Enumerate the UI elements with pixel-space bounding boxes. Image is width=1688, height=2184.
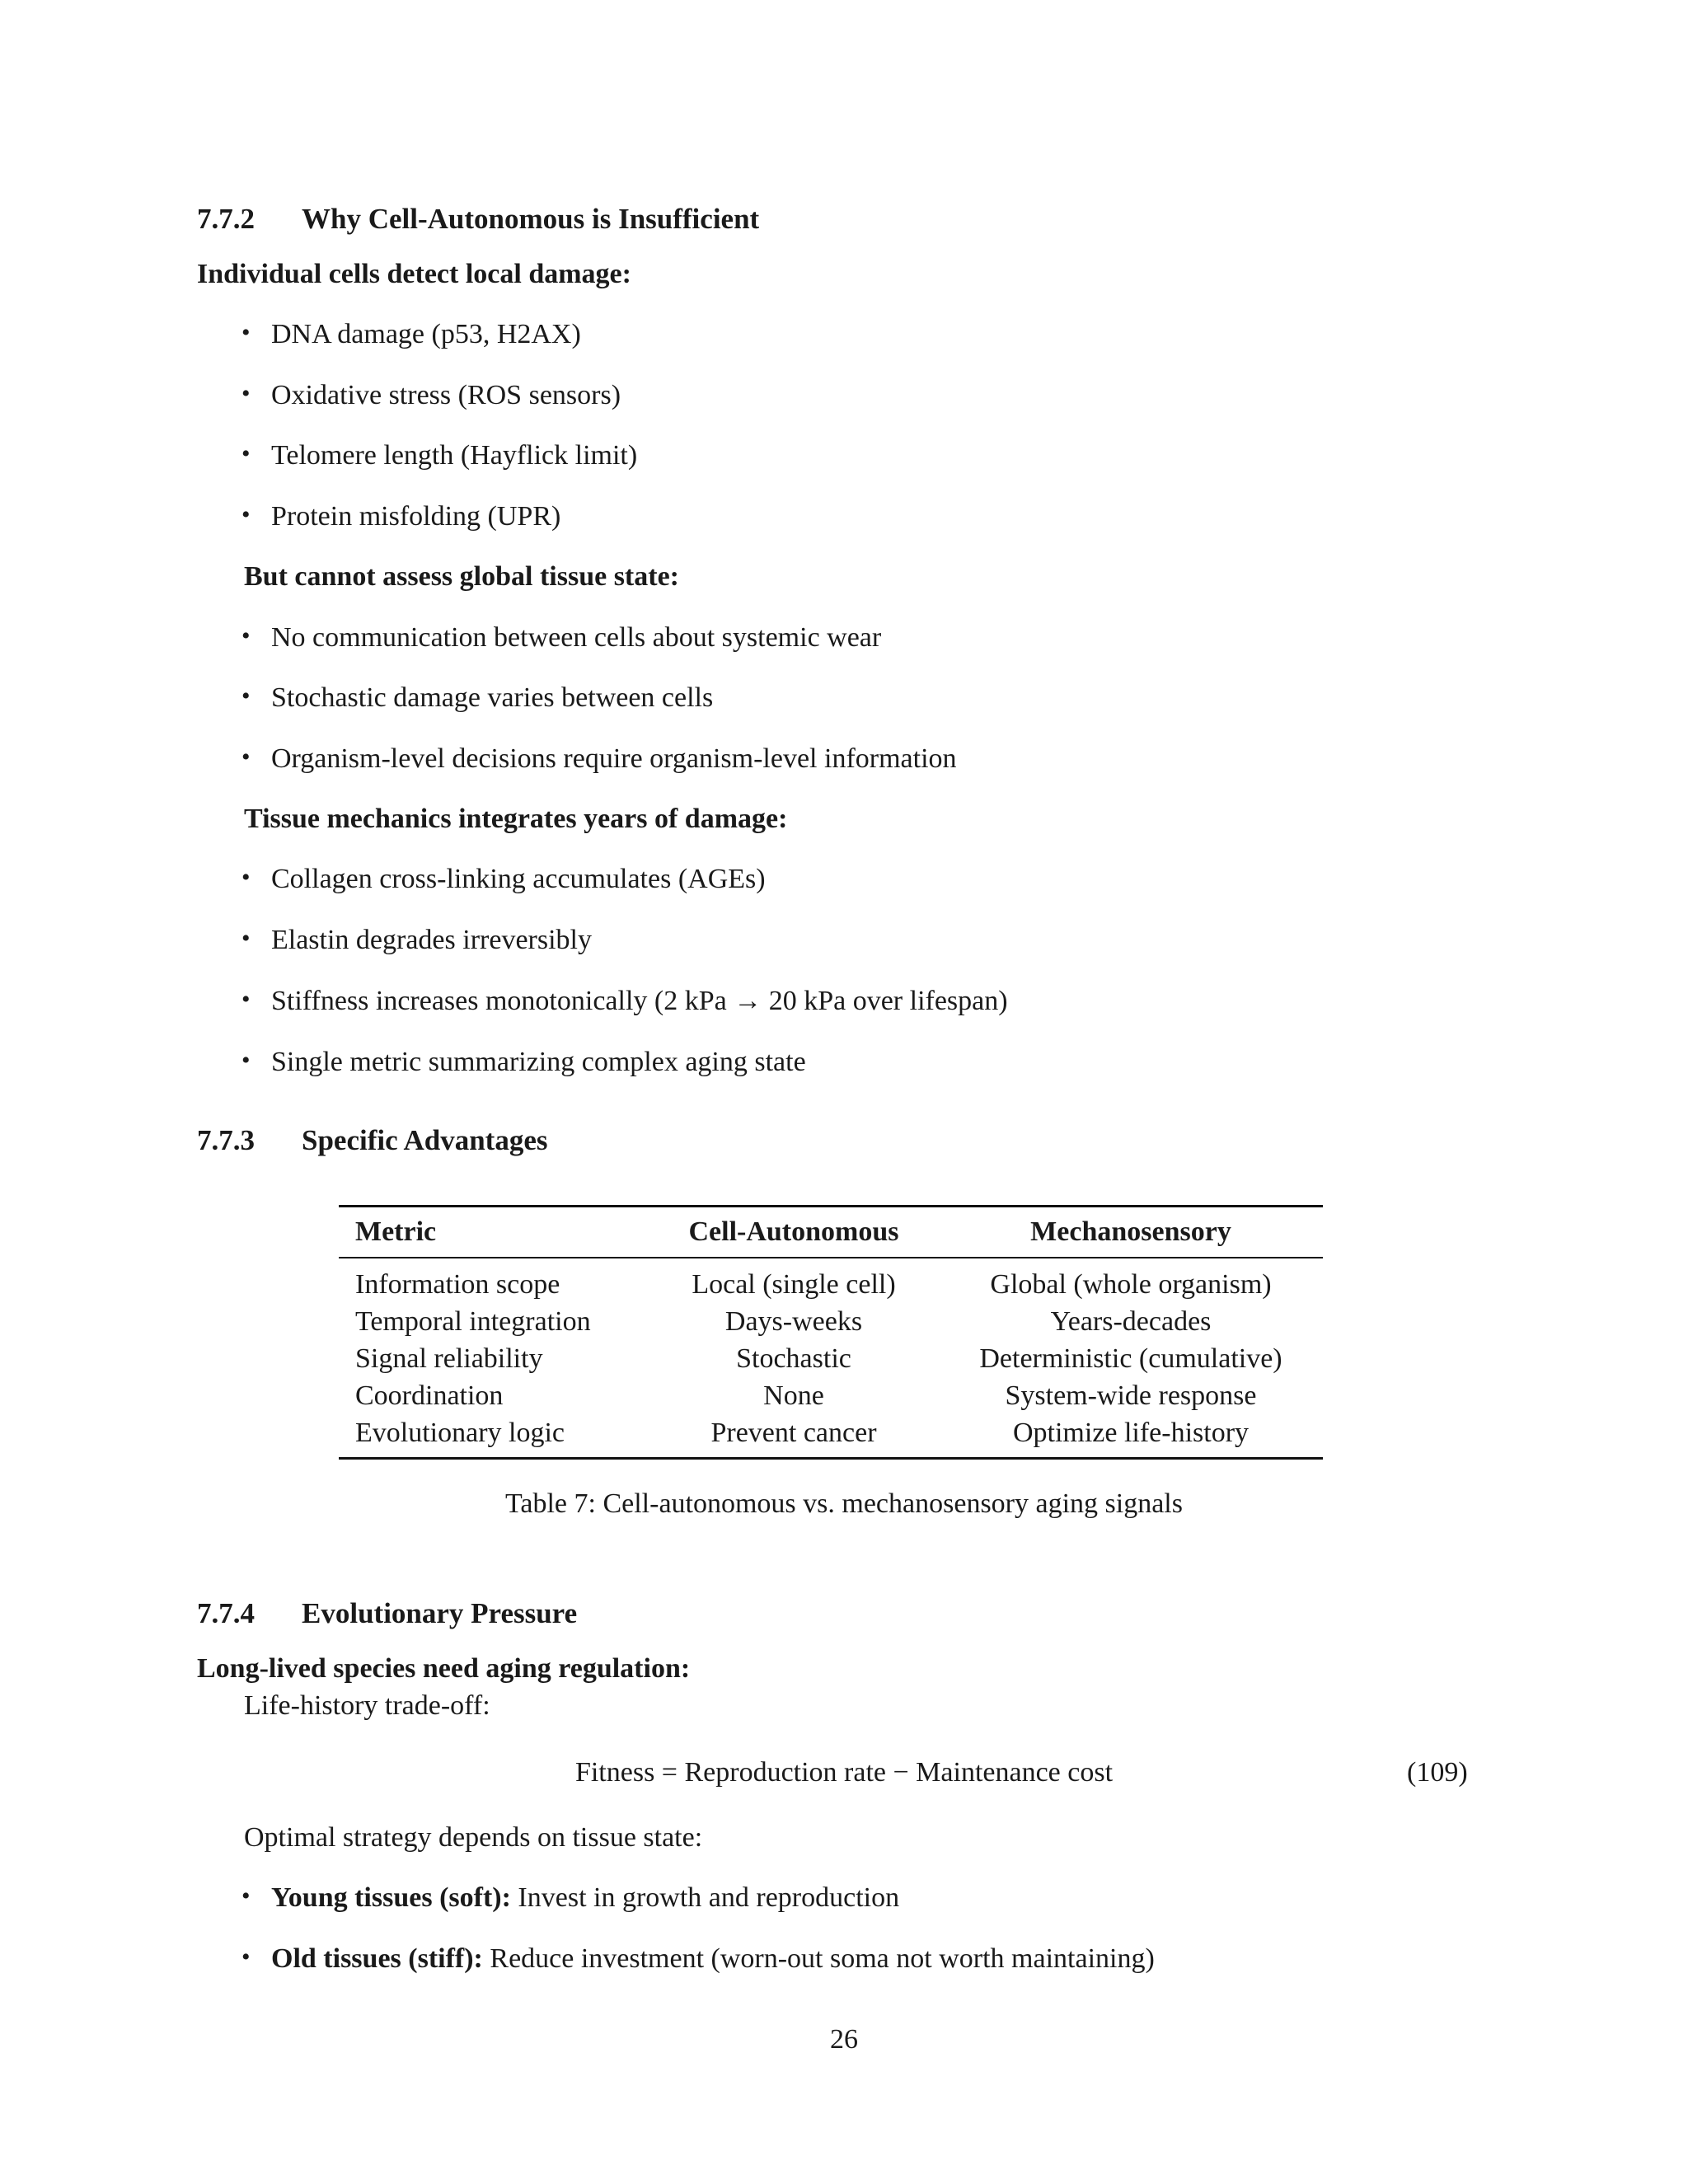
list-item-bold: Old tissues (stiff): xyxy=(271,1943,483,1974)
bullet-icon: • xyxy=(241,743,251,771)
table-cell: Days-weeks xyxy=(724,1306,863,1337)
section-heading-7-7-3 xyxy=(197,1126,547,1155)
table-cell: Evolutionary logic xyxy=(355,1418,565,1448)
list-item-text: Stochastic damage varies between cells xyxy=(271,682,714,713)
table-cell: Information scope xyxy=(355,1269,560,1300)
table-caption: Table 7: Cell-autonomous vs. mechanosensory aging signals xyxy=(505,1488,1183,1519)
bullet-icon: • xyxy=(241,986,251,1013)
bullet-icon: • xyxy=(241,682,251,710)
table-cell: Deterministic (cumulative) xyxy=(979,1343,1282,1374)
section-title: Evolutionary Pressure xyxy=(302,1597,578,1629)
list-item-text: Oxidative stress (ROS sensors) xyxy=(271,380,621,410)
list-item-text: No communication between cells about systemic wear xyxy=(271,622,882,653)
table-cell: System-wide response xyxy=(1005,1380,1257,1411)
paragraph-lead: Individual cells detect local damage: xyxy=(197,259,631,289)
table-cell: Stochastic xyxy=(736,1343,851,1374)
table-header-metric: Metric xyxy=(355,1216,437,1247)
list-item xyxy=(241,622,882,653)
list-item-text: Protein misfolding (UPR) xyxy=(271,501,561,532)
section-number: 7.7.2 xyxy=(197,203,255,235)
table-cell: Coordination xyxy=(355,1380,504,1411)
list-item xyxy=(241,1943,1155,1974)
subsection-lead: Tissue mechanics integrates years of damage: xyxy=(244,804,788,834)
table-cell: Signal reliability xyxy=(355,1343,543,1374)
bullet-icon: • xyxy=(241,501,251,528)
paragraph-text: Life-history trade-off: xyxy=(244,1690,490,1721)
section-heading-7-7-4 xyxy=(197,1599,577,1628)
list-item xyxy=(241,1047,806,1077)
table-mid-rule xyxy=(339,1257,1323,1258)
bullet-icon: • xyxy=(241,1047,251,1074)
table-cell: Global (whole organism) xyxy=(990,1269,1272,1300)
bullet-icon: • xyxy=(241,380,251,407)
table-bottom-rule xyxy=(339,1457,1323,1460)
table-cell: Optimize life-history xyxy=(1012,1418,1250,1448)
table-cell: Years-decades xyxy=(1050,1306,1212,1337)
list-item xyxy=(241,864,766,894)
table-header-mechanosensory: Mechanosensory xyxy=(1030,1216,1231,1247)
bullet-icon: • xyxy=(241,1943,251,1971)
list-item-text: Elastin degrades irreversibly xyxy=(271,925,592,955)
list-item-text: DNA damage (p53, H2AX) xyxy=(271,319,581,349)
equation-number: (109) xyxy=(1407,1757,1468,1788)
list-item xyxy=(241,319,581,349)
list-item xyxy=(241,440,638,471)
list-item-bold: Young tissues (soft): xyxy=(271,1882,511,1913)
subsection-lead: But cannot assess global tissue state: xyxy=(244,561,679,592)
table-cell: Prevent cancer xyxy=(710,1418,877,1448)
bullet-icon: • xyxy=(241,864,251,891)
table-cell: None xyxy=(763,1380,824,1411)
list-item xyxy=(241,380,621,410)
bullet-icon: • xyxy=(241,1882,251,1910)
list-item-text: Stiffness increases monotonically (2 kPa → 20 kPa over lifespan) xyxy=(271,986,1008,1016)
list-item-text: Single metric summarizing complex aging state xyxy=(271,1047,806,1077)
bullet-icon: • xyxy=(241,925,251,952)
section-number: 7.7.4 xyxy=(197,1597,255,1629)
paragraph-lead: Long-lived species need aging regulation: xyxy=(197,1653,691,1684)
list-item xyxy=(241,682,714,713)
section-number: 7.7.3 xyxy=(197,1124,255,1156)
list-item-text: Telomere length (Hayflick limit) xyxy=(271,440,638,471)
paragraph-text: Optimal strategy depends on tissue state: xyxy=(244,1822,703,1853)
list-item xyxy=(241,743,957,774)
equation: Fitness = Reproduction rate − Maintenance cost xyxy=(574,1757,1114,1788)
bullet-icon: • xyxy=(241,622,251,649)
list-item-text: Reduce investment (worn-out soma not worth maintaining) xyxy=(482,1943,1155,1974)
page-number: 26 xyxy=(830,2024,858,2055)
table-top-rule xyxy=(339,1205,1323,1207)
section-title: Specific Advantages xyxy=(302,1124,548,1156)
table-cell: Local (single cell) xyxy=(692,1269,896,1300)
table-header-cell-autonomous: Cell-Autonomous xyxy=(688,1216,899,1247)
list-item xyxy=(241,501,561,532)
section-heading-7-7-2 xyxy=(197,204,759,233)
list-item xyxy=(241,925,592,955)
table-cell: Temporal integration xyxy=(355,1306,591,1337)
bullet-icon: • xyxy=(241,319,251,346)
bullet-icon: • xyxy=(241,440,251,467)
list-item-text: Collagen cross-linking accumulates (AGEs) xyxy=(271,864,766,894)
section-title: Why Cell-Autonomous is Insufficient xyxy=(302,203,760,235)
list-item-text: Organism-level decisions require organism-level information xyxy=(271,743,957,774)
list-item-text: Invest in growth and reproduction xyxy=(510,1882,900,1913)
list-item xyxy=(241,1882,900,1913)
list-item xyxy=(241,986,1008,1016)
